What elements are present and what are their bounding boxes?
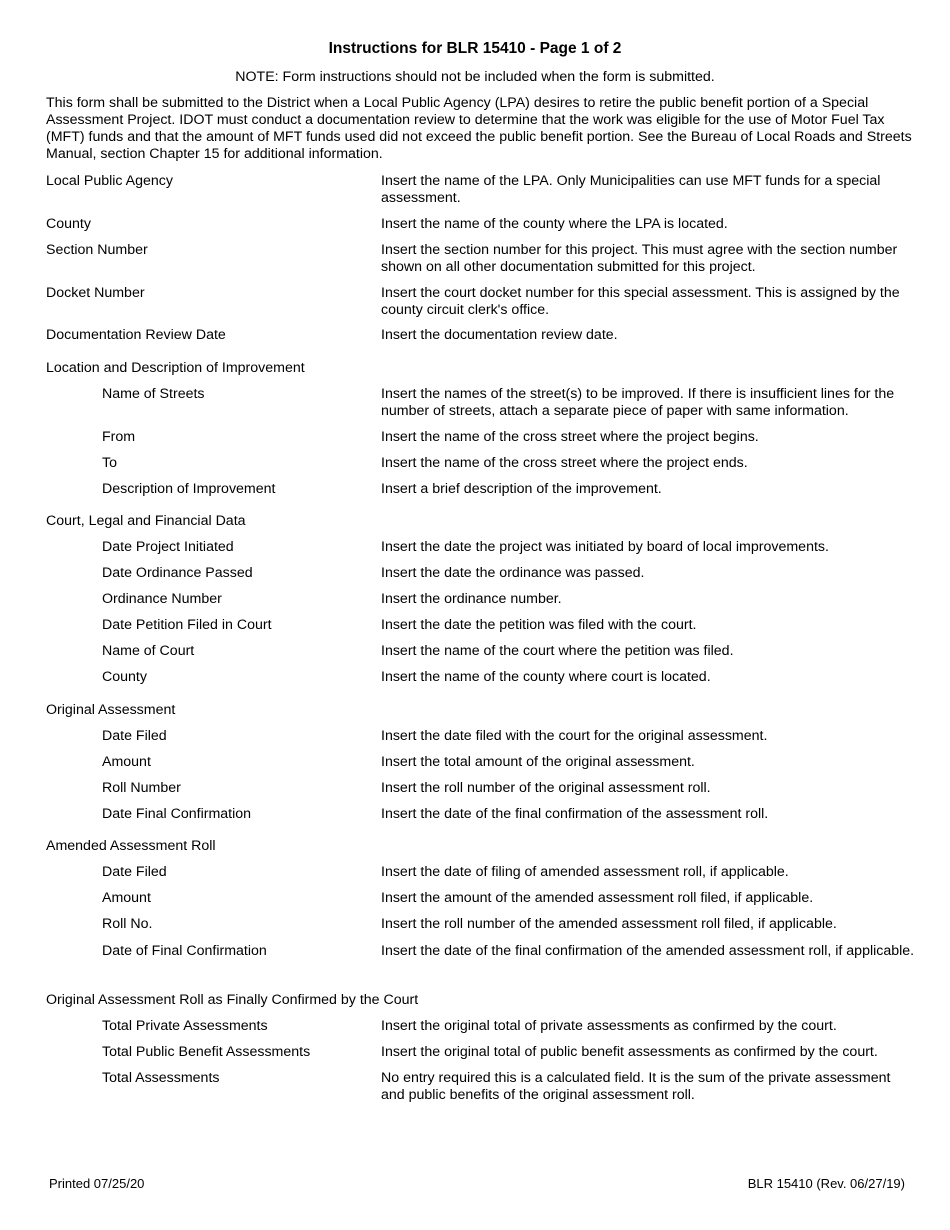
field-instruction: Insert the amount of the amended assessment roll filed, if applicable. bbox=[381, 890, 814, 906]
field-label: Local Public Agency bbox=[46, 173, 173, 189]
field-instruction: Insert the date the petition was filed with the court. bbox=[381, 617, 697, 633]
section-heading: Original Assessment Roll as Finally Confirmed by the Court bbox=[46, 992, 419, 1008]
field-label: County bbox=[46, 216, 91, 232]
field-instruction: Insert the court docket number for this special assessment. This is assigned by the county circuit clerk's office. bbox=[381, 285, 900, 318]
field-instruction: Insert the name of the cross street where the project ends. bbox=[381, 455, 748, 471]
field-label: Description of Improvement bbox=[102, 481, 276, 497]
field-instruction: Insert the date of the final confirmation of the assessment roll. bbox=[381, 806, 769, 822]
field-label: Amount bbox=[102, 890, 151, 906]
field-label: Name of Court bbox=[102, 643, 195, 659]
field-label: Amount bbox=[102, 754, 151, 770]
field-label: Date Project Initiated bbox=[102, 539, 234, 555]
field-label: Section Number bbox=[46, 242, 148, 258]
field-label: Docket Number bbox=[46, 285, 145, 301]
field-instruction: Insert the date the ordinance was passed. bbox=[381, 565, 645, 581]
printed-date: Printed 07/25/20 bbox=[49, 1176, 145, 1191]
field-label: Total Assessments bbox=[102, 1070, 220, 1086]
intro-paragraph: This form shall be submitted to the District when a Local Public Agency (LPA) desires to retire the public benefit portion of a Special Assessment Project. IDOT must conduct a documentation review to determine that the work was eligible for the use of Motor Fuel Tax (MFT) funds and that the amount of MFT funds used did not exceed the public benefit portion. See the Bureau of Local Roads and Streets Manual, section Chapter 15 for additional information. bbox=[46, 95, 912, 162]
field-label: Roll Number bbox=[102, 780, 181, 796]
field-instruction: Insert the date filed with the court for the original assessment. bbox=[381, 728, 768, 744]
field-label: Date Filed bbox=[102, 728, 167, 744]
field-instruction: Insert the name of the county where the LPA is located. bbox=[381, 216, 728, 232]
field-instruction: No entry required this is a calculated field. It is the sum of the private assessment and public benefits of the original assessment roll. bbox=[381, 1070, 891, 1103]
field-instruction: Insert the roll number of the original assessment roll. bbox=[381, 780, 711, 796]
field-instruction: Insert the documentation review date. bbox=[381, 327, 618, 343]
field-label: From bbox=[102, 429, 136, 445]
field-label: County bbox=[102, 669, 147, 685]
field-instruction: Insert the ordinance number. bbox=[381, 591, 562, 607]
section-heading: Court, Legal and Financial Data bbox=[46, 513, 246, 529]
field-label: Date Petition Filed in Court bbox=[102, 617, 272, 633]
form-note: NOTE: Form instructions should not be included when the form is submitted. bbox=[235, 69, 715, 85]
field-label: To bbox=[102, 455, 117, 471]
field-label: Ordinance Number bbox=[102, 591, 222, 607]
field-label: Date Filed bbox=[102, 864, 167, 880]
section-heading: Original Assessment bbox=[46, 702, 176, 718]
field-instruction: Insert the name of the court where the petition was filed. bbox=[381, 643, 734, 659]
field-label: Date Final Confirmation bbox=[102, 806, 252, 822]
field-instruction: Insert the name of the cross street where the project begins. bbox=[381, 429, 759, 445]
page-title: Instructions for BLR 15410 - Page 1 of 2 bbox=[328, 40, 622, 57]
field-label: Name of Streets bbox=[102, 386, 205, 402]
form-revision-id: BLR 15410 (Rev. 06/27/19) bbox=[747, 1176, 905, 1191]
field-instruction: Insert the total amount of the original assessment. bbox=[381, 754, 695, 770]
field-instruction: Insert a brief description of the improvement. bbox=[381, 481, 662, 497]
field-instruction: Insert the date of filing of amended assessment roll, if applicable. bbox=[381, 864, 789, 880]
field-label: Date of Final Confirmation bbox=[102, 943, 267, 959]
field-instruction: Insert the date the project was initiated by board of local improvements. bbox=[381, 539, 829, 555]
field-label: Total Private Assessments bbox=[102, 1018, 268, 1034]
field-instruction: Insert the date of the final confirmation of the amended assessment roll, if applicable. bbox=[381, 943, 915, 959]
field-label: Total Public Benefit Assessments bbox=[102, 1044, 311, 1060]
field-instruction: Insert the name of the LPA. Only Municipalities can use MFT funds for a special assessment. bbox=[381, 173, 881, 206]
field-label: Roll No. bbox=[102, 916, 153, 932]
field-instruction: Insert the name of the county where court is located. bbox=[381, 669, 711, 685]
section-heading: Location and Description of Improvement bbox=[46, 360, 305, 376]
field-instruction: Insert the original total of private assessments as confirmed by the court. bbox=[381, 1018, 837, 1034]
field-instruction: Insert the roll number of the amended assessment roll filed, if applicable. bbox=[381, 916, 837, 932]
field-instruction: Insert the section number for this project. This must agree with the section number shown on all other documentation submitted for this project. bbox=[381, 242, 898, 275]
field-instruction: Insert the names of the street(s) to be improved. If there is insufficient lines for the number of streets, attach a separate piece of paper with same information. bbox=[381, 386, 895, 419]
field-instruction: Insert the original total of public benefit assessments as confirmed by the court. bbox=[381, 1044, 878, 1060]
field-label: Documentation Review Date bbox=[46, 327, 226, 343]
field-label: Date Ordinance Passed bbox=[102, 565, 253, 581]
section-heading: Amended Assessment Roll bbox=[46, 838, 216, 854]
